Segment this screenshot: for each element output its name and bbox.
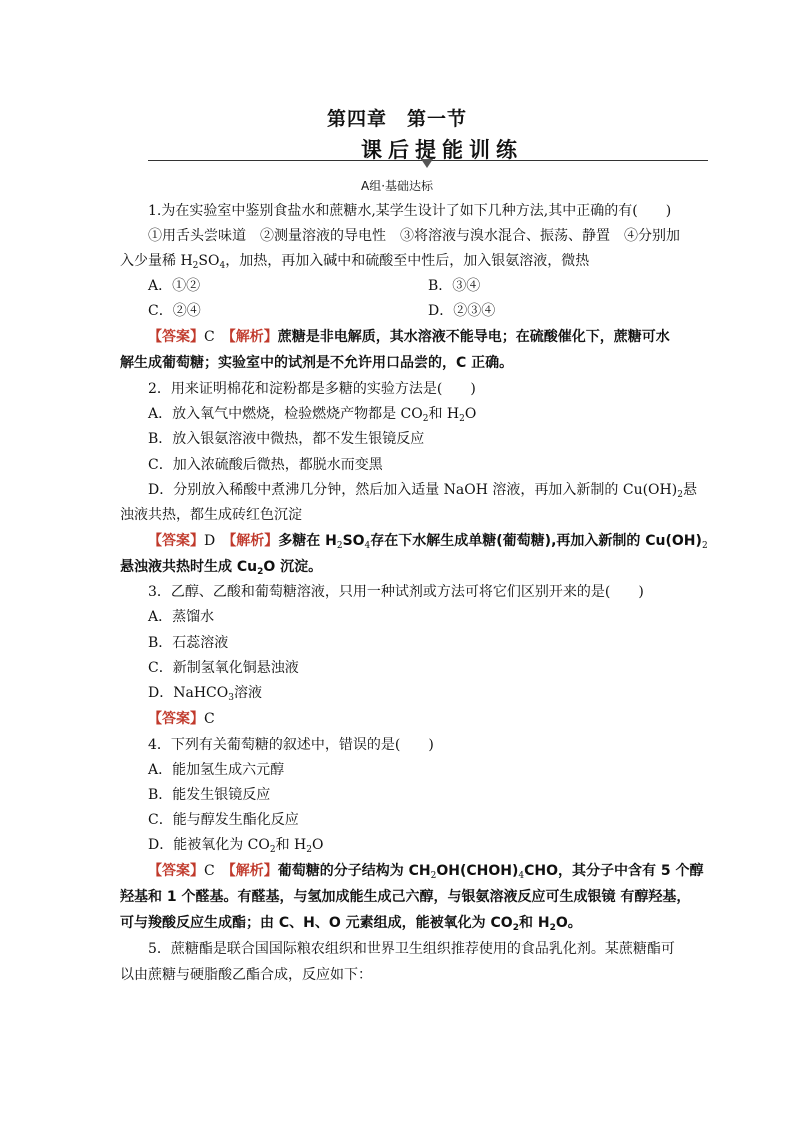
q1-option-c: C．②④: [148, 303, 201, 319]
q2-answer-analysis: 【答案】D 【解析】多糖在 $H_2SO_4$存在下水解生成单糖(葡萄糖),再加入新制的 $Cu(OH)_2$: [148, 533, 708, 551]
q2-option-d-line2: 浊液共热，都生成砖红色沉淀: [120, 507, 302, 523]
q1-methods-line2: 入少量稀 $H_2SO_4$，加热，再加入碱中和硫酸至中性后，加入银氨溶液，微热: [120, 253, 590, 271]
q2-option-a: A．放入氧气中燃烧，检验燃烧产物都是 $CO_2$和 $H_2O$: [148, 406, 477, 424]
q2-option-d: D．分别放入稀酸中煮沸几分钟，然后加入适量 NaOH 溶液，再加入新制的 $Cu(OH)_2$悬: [148, 482, 697, 500]
q1-stem: 1.为在实验室中鉴别食盐水和蔗糖水,某学生设计了如下几种方法,其中正确的有( ): [148, 203, 672, 219]
q2-stem: 2．用来证明棉花和淀粉都是多糖的实验方法是( ): [148, 381, 476, 397]
analysis-label: 【解析】: [229, 533, 279, 549]
q4-analysis-line2: 羟基和 1 个醛基。有醛基，与氢加成能生成己六醇，与银氨溶液反应可生成银镜 有醇羟基，: [120, 889, 691, 905]
q1-methods-line1: ①用舌头尝味道 ②测量溶液的导电性 ③将溶液与溴水混合、振荡、静置 ④分别加: [148, 228, 680, 244]
q2-option-c: C．加入浓硫酸后微热，都脱水而变黑: [148, 457, 383, 473]
group-label: A组·基础达标: [360, 179, 434, 193]
q3-option-d: D．NaHCO$_3$溶液: [148, 685, 262, 703]
q4-answer-analysis: 【答案】C 【解析】葡萄糖的分子结构为 $CH_2OH(CHOH)_4CHO$，其分子中含有 5 个醇: [148, 863, 704, 881]
divider-triangle-icon: [421, 159, 433, 168]
q4-stem: 4．下列有关葡萄糖的叙述中，错误的是( ): [148, 737, 434, 753]
q4-option-b: B．能发生银镜反应: [148, 787, 271, 803]
q3-answer: 【答案】C: [148, 711, 215, 727]
q2-option-b: B．放入银氨溶液中微热，都不发生银镜反应: [148, 431, 425, 447]
q5-stem-line2: 以由蔗糖与硬脂酸乙酯合成，反应如下：: [120, 967, 372, 983]
q3-option-b: B．石蕊溶液: [148, 635, 229, 651]
analysis-label: 【解析】: [228, 329, 278, 345]
answer-label: 【答案】: [148, 533, 204, 549]
section-subtitle: 课后提能训练: [361, 138, 523, 162]
answer-label: 【答案】: [148, 863, 204, 879]
q1-option-b: B．③④: [428, 278, 481, 294]
q4-option-c: C．能与醇发生酯化反应: [148, 812, 299, 828]
q1-answer-analysis: 【答案】C 【解析】蔗糖是非电解质，其水溶液不能导电；在硫酸催化下，蔗糖可水: [148, 329, 670, 345]
q1-analysis-line2: 解生成葡萄糖；实验室中的试剂是不允许用口品尝的，C 正确。: [120, 355, 514, 371]
q1-option-a: A．①②: [148, 278, 201, 294]
q1-option-d: D．②③④: [428, 303, 496, 319]
answer-label: 【答案】: [148, 329, 204, 345]
q3-option-a: A．蒸馏水: [148, 609, 215, 625]
q5-stem-line1: 5．蔗糖酯是联合国国际粮农组织和世界卫生组织推荐使用的食品乳化剂。某蔗糖酯可: [148, 941, 675, 957]
q2-analysis-line2: 悬浊液共热时生成 $Cu_2O$ 沉淀。: [120, 559, 323, 577]
answer-label: 【答案】: [148, 711, 204, 727]
q3-stem: 3．乙醇、乙酸和葡萄糖溶液，只用一种试剂或方法可将它们区别开来的是( ): [148, 584, 644, 600]
analysis-label: 【解析】: [228, 863, 278, 879]
q3-option-c: C．新制氢氧化铜悬浊液: [148, 660, 299, 676]
q4-option-a: A．能加氢生成六元醇: [148, 762, 285, 778]
chapter-title: 第四章 第一节: [326, 108, 467, 130]
q4-option-d: D．能被氧化为 $CO_2$和 $H_2O$: [148, 837, 324, 855]
q4-analysis-line3: 可与羧酸反应生成酯；由 C、H、O 元素组成，能被氧化为 $CO_2$和 $H_2O$。: [120, 915, 582, 933]
